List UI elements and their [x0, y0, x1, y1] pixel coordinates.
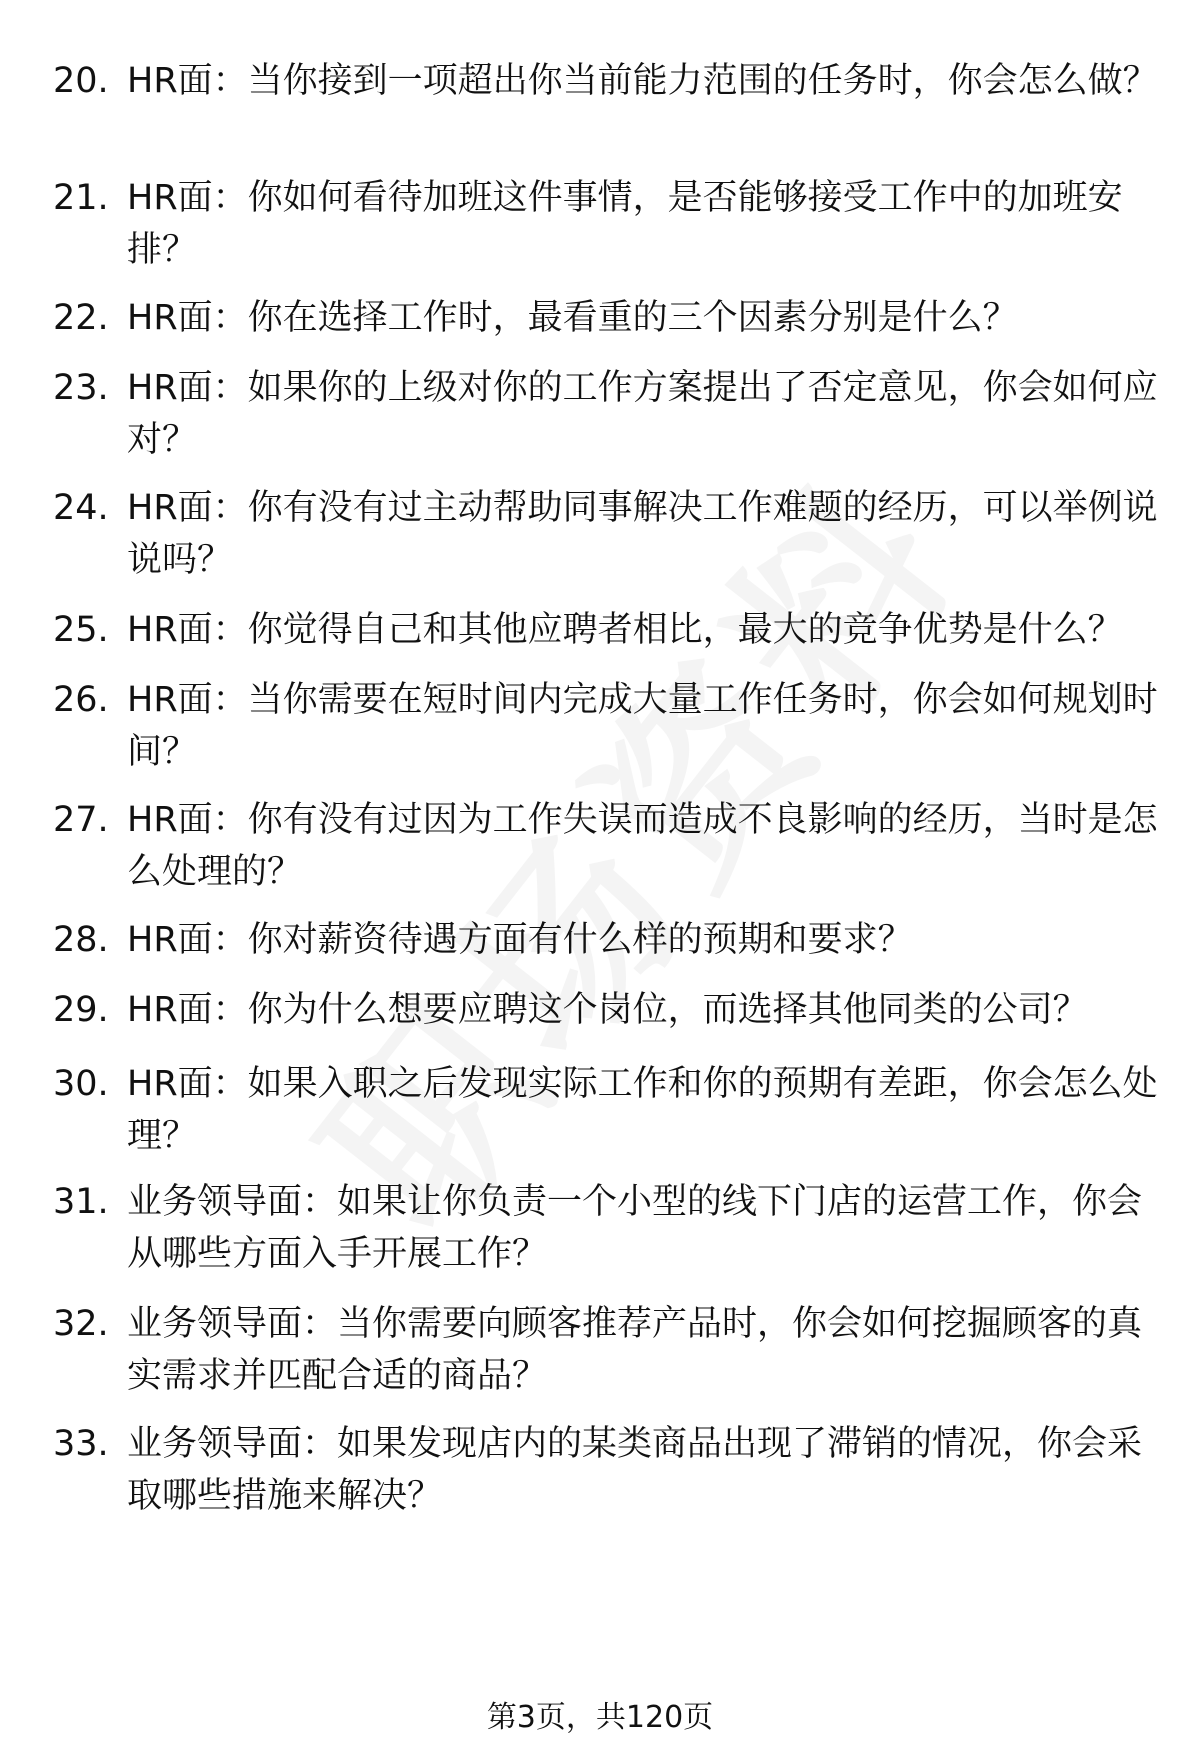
question-number: 25. [53, 610, 109, 650]
question-number: 26. [53, 680, 109, 720]
question-number: 32. [53, 1304, 109, 1344]
question-text: HR面：你有没有过因为工作失误而造成不良影响的经历，当时是怎么处理的？ [127, 800, 1158, 892]
question-text: 业务领导面：如果发现店内的某类商品出现了滞销的情况，你会采取哪些措施来解决？ [127, 1424, 1143, 1516]
question-number: 23. [53, 368, 109, 408]
question-text: HR面：你对薪资待遇方面有什么样的预期和要求？ [127, 920, 913, 960]
question-number: 27. [53, 800, 109, 840]
question-text: HR面：当你接到一项超出你当前能力范围的任务时，你会怎么做？ [127, 61, 1158, 101]
question-number: 29. [53, 990, 109, 1030]
question-text: HR面：你有没有过主动帮助同事解决工作难题的经历，可以举例说说吗？ [127, 488, 1158, 580]
question-number: 30. [53, 1064, 109, 1104]
question-number: 21. [53, 178, 109, 218]
question-number: 33. [53, 1424, 109, 1464]
question-number: 24. [53, 488, 109, 528]
question-number: 20. [53, 61, 109, 101]
question-text: HR面：当你需要在短时间内完成大量工作任务时，你会如何规划时间？ [127, 680, 1158, 772]
question-text: HR面：你在选择工作时，最看重的三个因素分别是什么？ [127, 298, 1018, 338]
question-text: HR面：如果入职之后发现实际工作和你的预期有差距，你会怎么处理？ [127, 1064, 1158, 1156]
question-number: 28. [53, 920, 109, 960]
question-number: 31. [53, 1182, 109, 1222]
question-text: HR面：你觉得自己和其他应聘者相比，最大的竞争优势是什么？ [127, 610, 1123, 650]
question-text: HR面：如果你的上级对你的工作方案提出了否定意见，你会如何应对？ [127, 368, 1158, 460]
question-number: 22. [53, 298, 109, 338]
question-text: 业务领导面：当你需要向顾客推荐产品时，你会如何挖掘顾客的真实需求并匹配合适的商品？ [127, 1304, 1143, 1396]
question-text: 业务领导面：如果让你负责一个小型的线下门店的运营工作，你会从哪些方面入手开展工作？ [127, 1182, 1143, 1274]
question-text: HR面：你为什么想要应聘这个岗位，而选择其他同类的公司？ [127, 990, 1088, 1030]
page-footer: 第3页，共120页 [486, 1700, 714, 1735]
question-text: HR面：你如何看待加班这件事情，是否能够接受工作中的加班安排？ [127, 178, 1123, 270]
